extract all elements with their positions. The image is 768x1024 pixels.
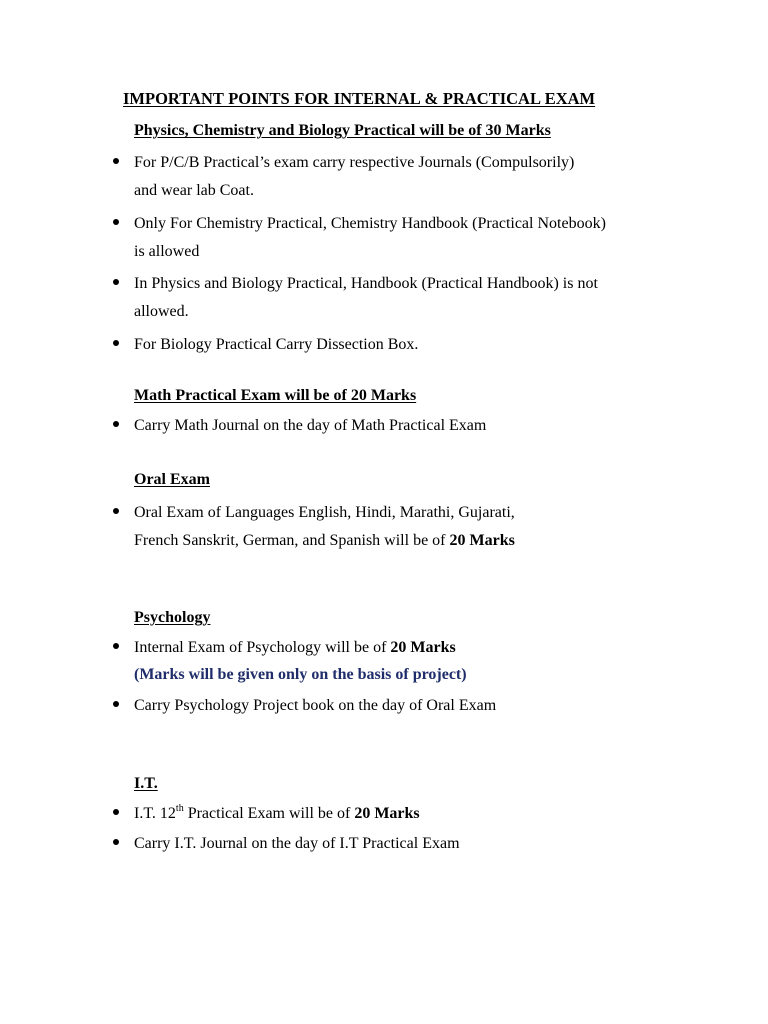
- marks-value: 20 Marks: [390, 639, 456, 656]
- ordinal-suffix: th: [175, 803, 184, 814]
- project-note: (Marks will be given only on the basis of project): [134, 666, 467, 683]
- marks-value: 20 Marks: [354, 805, 420, 822]
- section-heading-psychology: Psychology: [134, 609, 211, 626]
- list-item-line: For Biology Practical Carry Dissection Box.: [134, 336, 419, 353]
- list-item-text: French Sanskrit, German, and Spanish will be of: [134, 532, 450, 549]
- list-item-line: In Physics and Biology Practical, Handbook (Practical Handbook) is not: [134, 275, 598, 292]
- bullet-icon: [113, 839, 119, 845]
- section-heading-it: I.T.: [134, 775, 158, 792]
- bullet-icon: [113, 701, 119, 707]
- marks-value: 20 Marks: [449, 532, 515, 549]
- bullet-icon: [113, 809, 119, 815]
- list-item-line: Carry Psychology Project book on the day of Oral Exam: [134, 697, 497, 714]
- list-item-line: Carry Math Journal on the day of Math Practical Exam: [134, 417, 487, 434]
- document-title: IMPORTANT POINTS FOR INTERNAL & PRACTICAL EXAM: [123, 89, 596, 108]
- section-heading-pcb: Physics, Chemistry and Biology Practical will be of 30 Marks: [134, 122, 551, 139]
- bullet-icon: [113, 421, 119, 427]
- list-item-line: allowed.: [134, 303, 189, 320]
- list-item-text: I.T. 12: [134, 805, 176, 822]
- list-item-line: is allowed: [134, 243, 200, 260]
- list-item-line: Only For Chemistry Practical, Chemistry Handbook (Practical Notebook): [134, 215, 606, 232]
- list-item-line: [134, 640, 456, 656]
- list-item-line: [134, 533, 515, 549]
- section-heading-oral: Oral Exam: [134, 471, 210, 488]
- bullet-icon: [113, 508, 119, 514]
- list-item-line: and wear lab Coat.: [134, 182, 254, 199]
- section-heading-math: Math Practical Exam will be of 20 Marks: [134, 387, 417, 404]
- list-item-text: Practical Exam will be of: [183, 805, 355, 822]
- bullet-icon: [113, 643, 119, 649]
- list-item-line: Oral Exam of Languages English, Hindi, Marathi, Gujarati,: [134, 504, 515, 521]
- bullet-icon: [113, 279, 119, 285]
- list-item-line: For P/C/B Practical’s exam carry respective Journals (Compulsorily): [134, 154, 575, 171]
- bullet-icon: [113, 158, 119, 164]
- bullet-icon: [113, 340, 119, 346]
- bullet-icon: [113, 219, 119, 225]
- list-item-line: [134, 803, 420, 822]
- list-item-text: Internal Exam of Psychology will be of: [134, 639, 391, 656]
- list-item-line: Carry I.T. Journal on the day of I.T Practical Exam: [134, 835, 460, 852]
